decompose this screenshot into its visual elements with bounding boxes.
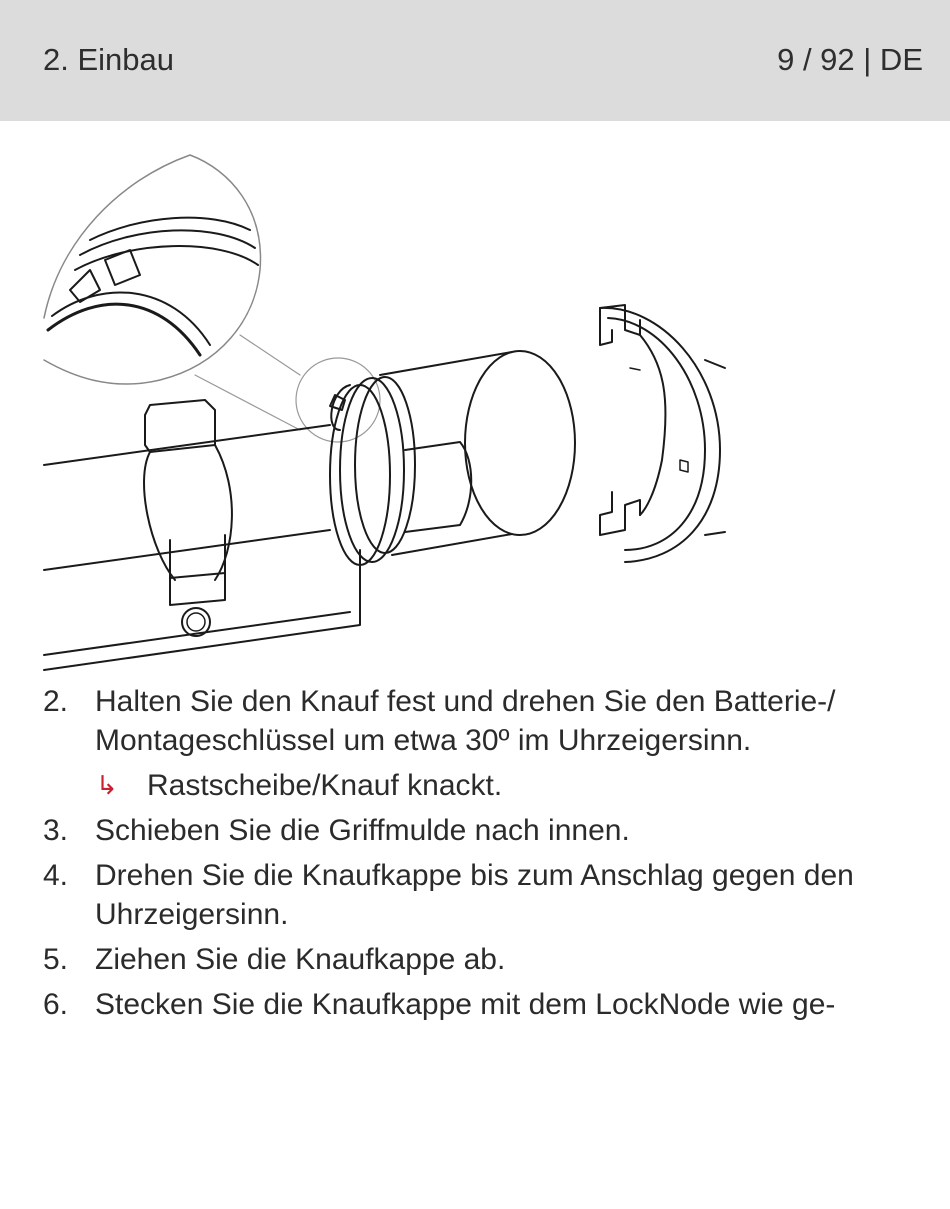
- step-text: Ziehen Sie die Knaufkappe ab.: [95, 943, 506, 976]
- step-text: Schieben Sie die Griffmulde nach innen.: [95, 814, 630, 847]
- instruction-steps: [0, 682, 950, 1030]
- zoom-detail-circle: [44, 155, 300, 430]
- result-arrow-icon: ↳: [96, 770, 118, 800]
- lock-cylinder-illustration: [0, 130, 950, 680]
- step-number: 4.: [43, 859, 69, 892]
- knob-cap: [600, 305, 725, 562]
- result-text: Rastscheibe/Knauf knackt.: [147, 769, 503, 802]
- cylinder-body: [44, 400, 360, 670]
- list-item: [0, 940, 950, 979]
- list-item: [0, 682, 950, 760]
- step-result: [0, 766, 950, 805]
- step-number: 5.: [43, 943, 69, 976]
- list-item: [0, 811, 950, 850]
- section-title: 2. Einbau: [43, 42, 174, 77]
- step-number: 2.: [43, 685, 69, 718]
- step-number: 3.: [43, 814, 69, 847]
- page-header: [0, 0, 950, 121]
- list-item: [0, 856, 950, 934]
- page-number: 9 / 92 | DE: [777, 42, 923, 77]
- knob-rotor: [330, 351, 575, 565]
- step-number: 6.: [43, 988, 69, 1021]
- step-text: Drehen Sie die Knaufkappe bis zum Anschlag gegen den Uhrzeigersinn.: [95, 859, 854, 931]
- list-item: [0, 985, 950, 1024]
- step-text: Halten Sie den Knauf fest und drehen Sie den Batterie-/ Montageschlüssel um etwa 30º im Uhrzeigersinn.: [95, 685, 836, 757]
- step-text: Stecken Sie die Knaufkappe mit dem LockNode wie ge-: [95, 988, 836, 1021]
